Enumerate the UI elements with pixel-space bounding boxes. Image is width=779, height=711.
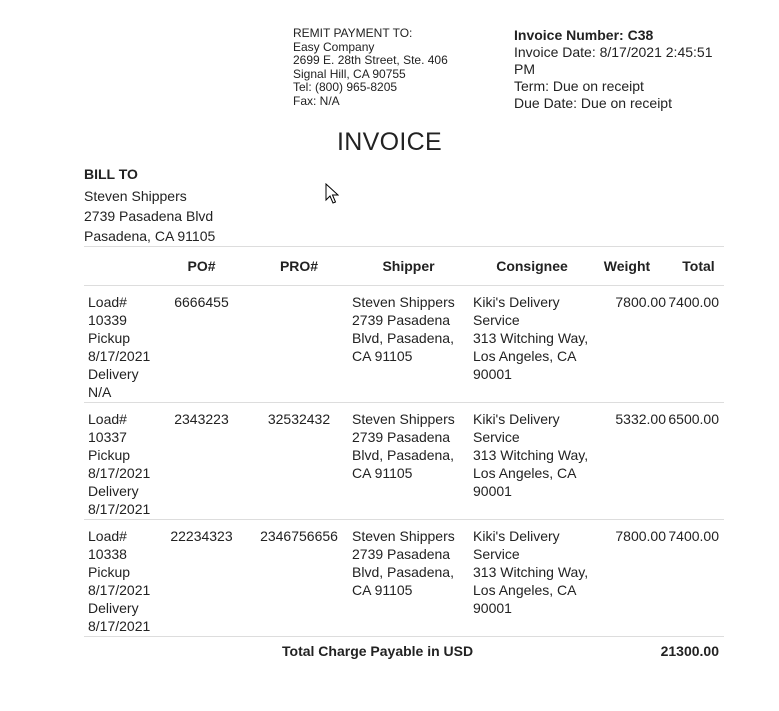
shipper-line: Blvd, Pasadena, (352, 564, 454, 580)
consignee-cell (473, 293, 598, 383)
pro-cell: 32532432 (267, 411, 331, 427)
total-cell: 7400.00 (668, 528, 719, 544)
shipper-line: CA 91105 (352, 582, 413, 598)
consignee-line: 313 Witching Way, (473, 564, 589, 580)
load-cell (88, 410, 150, 518)
invoice-number: Invoice Number: C38 (514, 27, 654, 43)
shipper-line: 2739 Pasadena (352, 546, 451, 562)
load-label: Load# (88, 294, 127, 310)
header-po: PO# (187, 258, 216, 274)
table-header (84, 247, 724, 285)
consignee-line: 90001 (473, 600, 512, 616)
load-number: 10338 (88, 546, 127, 562)
consignee-line: Kiki's Delivery (473, 294, 560, 310)
delivery-date: 8/17/2021 (88, 618, 151, 634)
consignee-line: 313 Witching Way, (473, 330, 589, 346)
page-title: INVOICE (337, 128, 442, 156)
shipper-cell (352, 293, 470, 365)
po-cell: 22234323 (170, 528, 233, 544)
consignee-cell (473, 527, 598, 617)
total-cell: 7400.00 (668, 294, 719, 310)
load-label: Load# (88, 528, 127, 544)
mouse-pointer-icon (325, 183, 339, 205)
load-cell (88, 293, 150, 401)
remit-heading: REMIT PAYMENT TO: (293, 26, 413, 40)
po-cell: 6666455 (174, 294, 229, 310)
remit-tel: Tel: (800) 965-8205 (293, 80, 398, 95)
consignee-line: Service (473, 312, 520, 328)
shipper-line: Steven Shippers (352, 294, 455, 310)
shipper-line: Blvd, Pasadena, (352, 447, 454, 463)
weight-cell: 7800.00 (615, 528, 666, 544)
consignee-line: Los Angeles, CA (473, 582, 577, 598)
delivery-label: Delivery (88, 600, 139, 616)
delivery-date: 8/17/2021 (88, 501, 151, 517)
invoice-term: Term: Due on receipt (514, 78, 644, 94)
consignee-line: 90001 (473, 366, 512, 382)
shipper-cell (352, 527, 470, 599)
total-charge-label: Total Charge Payable in USD (282, 643, 474, 659)
table-footer (84, 636, 724, 665)
bill-to-street: 2739 Pasadena Blvd (84, 208, 214, 224)
shipper-cell (352, 410, 470, 482)
weight-cell: 7800.00 (615, 294, 666, 310)
remit-block (293, 27, 448, 109)
delivery-label: Delivery (88, 366, 139, 382)
shipper-line: 2739 Pasadena (352, 429, 451, 445)
po-cell: 2343223 (174, 411, 229, 427)
pickup-date: 8/17/2021 (88, 582, 151, 598)
consignee-line: Los Angeles, CA (473, 348, 577, 364)
invoice-due-date: Due Date: Due on receipt (514, 95, 672, 111)
consignee-line: 90001 (473, 483, 512, 499)
shipper-line: Steven Shippers (352, 411, 455, 427)
consignee-line: 313 Witching Way, (473, 447, 589, 463)
load-number: 10337 (88, 429, 127, 445)
pickup-label: Pickup (88, 330, 131, 346)
bill-to-heading: BILL TO (84, 166, 138, 182)
load-cell (88, 527, 150, 635)
shipper-line: CA 91105 (352, 465, 413, 481)
invoice-date: Invoice Date: 8/17/2021 2:45:51 PM (514, 44, 713, 77)
weight-cell: 5332.00 (615, 411, 666, 427)
shipper-line: 2739 Pasadena (352, 312, 451, 328)
header-consignee: Consignee (496, 258, 568, 274)
shipper-line: Steven Shippers (352, 528, 455, 544)
remit-fax: Fax: N/A (293, 93, 340, 108)
bill-to-city: Pasadena, CA 91105 (84, 228, 216, 244)
header-pro: PRO# (279, 258, 319, 274)
load-number: 10339 (88, 312, 127, 328)
pickup-date: 8/17/2021 (88, 465, 151, 481)
consignee-line: Service (473, 546, 520, 562)
total-charge-amount: 21300.00 (660, 643, 719, 659)
header-shipper: Shipper (382, 258, 435, 274)
pickup-date: 8/17/2021 (88, 348, 151, 364)
consignee-line: Service (473, 429, 520, 445)
header-weight: Weight (603, 258, 651, 274)
table-row (84, 402, 724, 519)
shipper-line: Blvd, Pasadena, (352, 330, 454, 346)
pickup-label: Pickup (88, 447, 131, 463)
remit-city: Signal Hill, CA 90755 (293, 66, 406, 81)
consignee-cell (473, 410, 598, 500)
delivery-label: Delivery (88, 483, 139, 499)
bill-to-block (84, 166, 215, 246)
consignee-line: Kiki's Delivery (473, 528, 560, 544)
total-cell: 6500.00 (668, 411, 719, 427)
shipper-line: CA 91105 (352, 348, 413, 364)
bill-to-name: Steven Shippers (84, 188, 187, 204)
consignee-line: Kiki's Delivery (473, 411, 560, 427)
remit-company: Easy Company (293, 39, 375, 54)
table-row (84, 285, 724, 402)
delivery-date: N/A (88, 384, 112, 400)
invoice-meta (514, 27, 714, 112)
header-total: Total (682, 258, 715, 274)
invoice-table (84, 246, 724, 665)
consignee-line: Los Angeles, CA (473, 465, 577, 481)
load-label: Load# (88, 411, 127, 427)
table-row (84, 519, 724, 636)
pro-cell: 2346756656 (260, 528, 338, 544)
pickup-label: Pickup (88, 564, 131, 580)
remit-street: 2699 E. 28th Street, Ste. 406 (293, 53, 448, 68)
